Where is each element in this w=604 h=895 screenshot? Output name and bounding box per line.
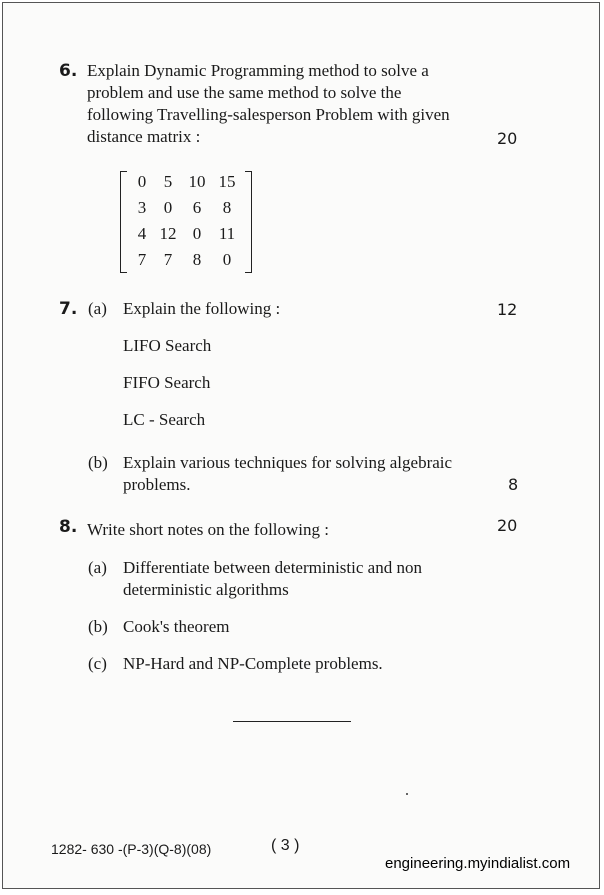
matrix-right-bracket <box>245 171 252 273</box>
paper-code: 1282- 630 -(P-3)(Q-8)(08) <box>51 841 212 857</box>
question-8-text: Write short notes on the following : <box>87 520 330 539</box>
question-6-line: Explain Dynamic Programming method to solve a <box>87 61 429 80</box>
list-item-lc: LC - Search <box>123 410 206 429</box>
distance-matrix <box>120 169 252 275</box>
matrix-cell: 12 <box>159 224 177 243</box>
question-6-number: 6. <box>59 61 78 81</box>
matrix-cell: 15 <box>218 172 236 191</box>
matrix-cell: 0 <box>222 250 232 269</box>
question-8-marks: 20 <box>497 516 518 535</box>
question-8b-text: Cook's theorem <box>123 617 230 636</box>
matrix-cell: 7 <box>137 250 147 269</box>
question-8-number: 8. <box>59 517 78 537</box>
question-7b-label: (b) <box>88 453 108 472</box>
question-7b-marks: 8 <box>508 475 519 494</box>
watermark-site: engineering.myindialist.com <box>385 855 571 872</box>
question-8b-label: (b) <box>88 617 108 636</box>
question-7a-marks: 12 <box>497 300 518 319</box>
matrix-grid <box>130 169 242 273</box>
matrix-cell: 8 <box>192 250 202 269</box>
page-number: ( 3 ) <box>271 837 300 854</box>
question-6-line: distance matrix : <box>87 127 201 146</box>
matrix-left-bracket <box>120 171 127 273</box>
matrix-cell: 5 <box>163 172 173 191</box>
matrix-cell: 8 <box>222 198 232 217</box>
question-8a-line: deterministic algorithms <box>123 580 289 599</box>
question-6-marks: 20 <box>497 129 518 148</box>
matrix-cell: 10 <box>188 172 206 191</box>
matrix-cell: 7 <box>163 250 173 269</box>
matrix-cell: 0 <box>192 224 202 243</box>
list-item-fifo: FIFO Search <box>123 373 211 392</box>
question-8a-label: (a) <box>88 558 107 577</box>
question-8c-label: (c) <box>88 654 107 673</box>
question-6-text <box>87 60 517 148</box>
matrix-cell: 4 <box>137 224 147 243</box>
matrix-cell: 0 <box>163 198 173 217</box>
question-7b-line: Explain various techniques for solving algebraic <box>123 453 453 472</box>
exam-page <box>2 2 600 889</box>
question-8c-text: NP-Hard and NP-Complete problems. <box>123 654 383 673</box>
question-7b-line: problems. <box>123 475 191 494</box>
question-6-line: following Travelling-salesperson Problem with given <box>87 105 450 124</box>
matrix-cell: 6 <box>192 198 202 217</box>
matrix-cell: 3 <box>137 198 147 217</box>
question-7a-text: Explain the following : <box>123 299 281 318</box>
speck <box>406 793 408 795</box>
question-8a-text <box>123 557 519 601</box>
question-7a-label: (a) <box>88 299 107 318</box>
matrix-cell: 11 <box>218 224 236 243</box>
list-item-lifo: LIFO Search <box>123 336 212 355</box>
question-8a-line: Differentiate between deterministic and non <box>123 558 422 577</box>
matrix-cell: 0 <box>137 172 147 191</box>
question-6-line: problem and use the same method to solve the <box>87 83 402 102</box>
question-7-number: 7. <box>59 299 78 319</box>
question-7b-text <box>123 452 519 496</box>
end-rule <box>233 721 351 722</box>
